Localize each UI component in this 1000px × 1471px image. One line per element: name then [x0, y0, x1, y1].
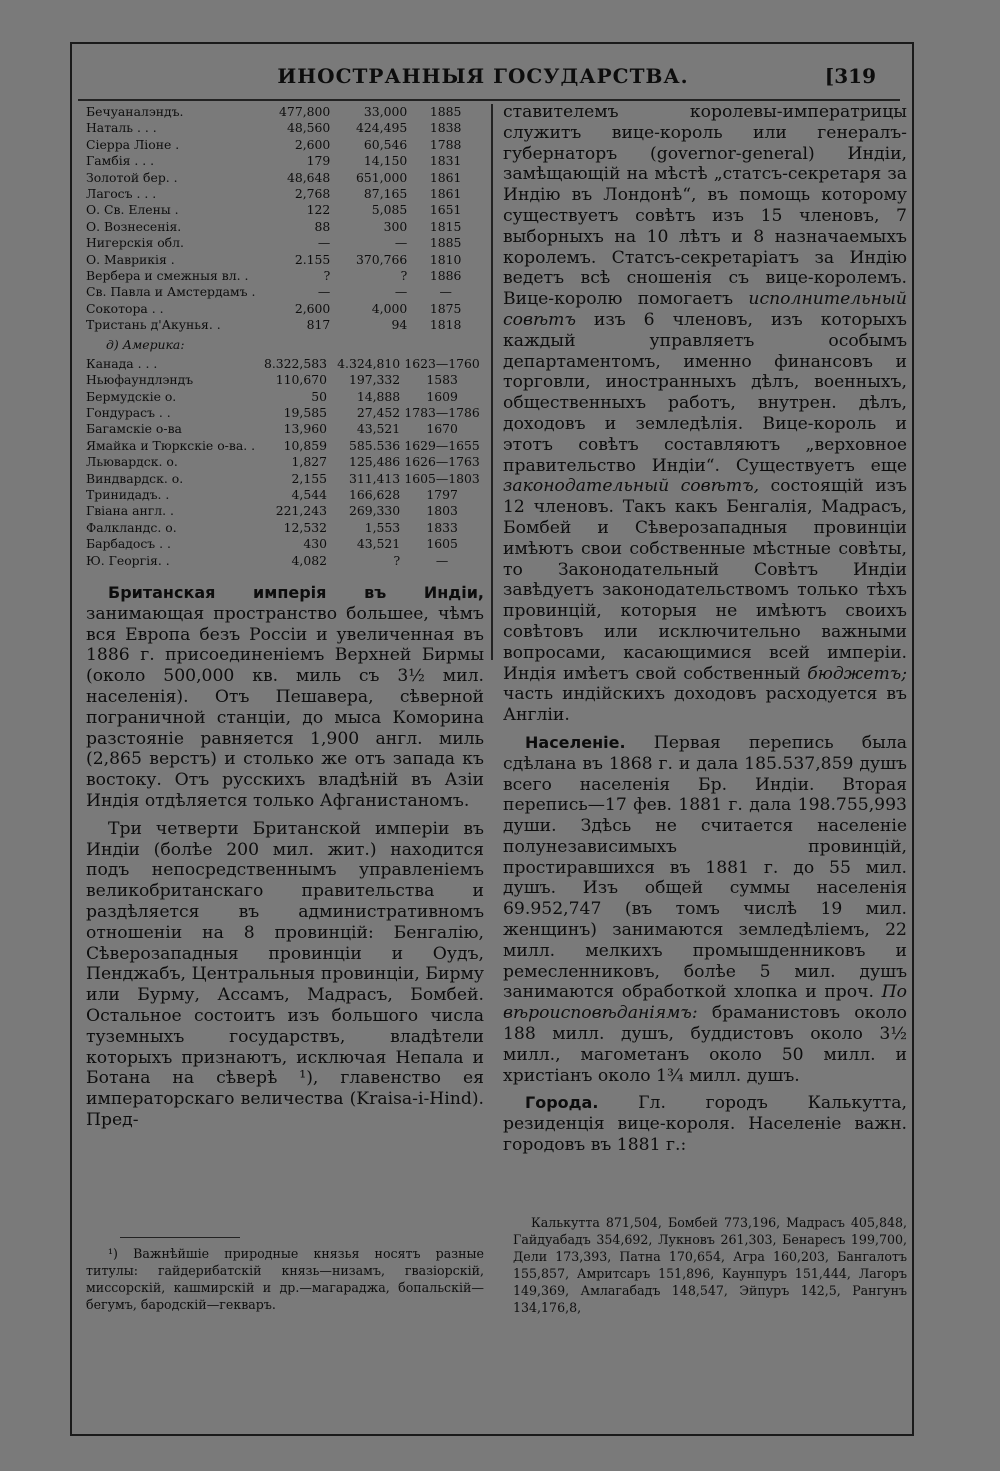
area-value: 2,155 — [291, 470, 327, 486]
table-row — [86, 170, 484, 186]
table-row — [86, 317, 484, 333]
area-value: 221,243 — [275, 503, 327, 519]
area-value: 817 — [306, 317, 331, 333]
area-value: 50 — [311, 388, 327, 404]
running-header — [78, 60, 888, 94]
territory-name: Гондурасъ . . — [86, 404, 171, 420]
population-value: 60,546 — [363, 136, 408, 152]
table-row — [86, 186, 484, 202]
year-value: 1783—1786 — [404, 404, 480, 420]
table-row — [86, 153, 484, 169]
text-population-c: браманистовъ около 188 милл. душъ, буддистовъ около 3½ милл., магометанъ около 50 милл. и христіанъ около 1¾ милл. душъ. — [503, 1003, 907, 1086]
territory-name: Ямайка и Тюркскіе о-ва. . — [86, 437, 256, 453]
year-value: 1861 — [429, 169, 462, 185]
text-government-c: изъ 6 членовъ, изъ которыхъ каждый управляетъ особымъ департаментомъ, именно финансовъ и торговли, иностранныхъ дѣлъ, военныхъ, общественныхъ работъ, внутрен. дѣлъ, доходовъ и земледѣлія. Вице-король и этотъ совѣтъ составляютъ „верховное правительство Индіи“. Существуетъ еще — [503, 309, 907, 476]
area-value: 1,827 — [291, 454, 327, 470]
table-row — [86, 536, 484, 552]
table-row — [86, 301, 484, 317]
right-column — [503, 102, 907, 1156]
population-value: ? — [400, 268, 408, 284]
area-value: 12,532 — [283, 519, 327, 535]
territory-name: Золотой бер. . — [86, 169, 178, 185]
territory-name: Ньюфаундлэндъ — [86, 372, 194, 388]
territory-name: Нигерскія обл. — [86, 235, 184, 251]
territory-name: Барбадосъ . . — [86, 536, 171, 552]
population-value: 27,452 — [356, 404, 401, 420]
area-value: 48,648 — [286, 169, 331, 185]
territory-name: Виндвардск. о. — [86, 470, 184, 486]
year-value: 1815 — [429, 218, 462, 234]
footnote: ¹) Важнѣйшіе природные князья носятъ разные титулы: гайдерибатскій князь—низамъ, гвазіорскій, миссорскій, кашмирскій и др.—магараджа, бопальскій—бегумъ, бародскій—гекваръ. — [86, 1246, 484, 1312]
population-value: 269,330 — [348, 503, 401, 519]
territory-name: Льювардск. о. — [86, 454, 178, 470]
population-value: 94 — [391, 317, 408, 333]
colonies-table-america — [86, 356, 484, 569]
territory-name: Бечуаналэндъ. — [86, 104, 184, 119]
area-value: 110,670 — [275, 372, 327, 388]
text-government-a: ставителемъ королевы-императрицы служитъ вице-король или генералъ-губернаторъ (governor-general) Индіи, замѣщающій на мѣстѣ „статсъ-секретаря за Индію въ Лондонѣ“, въ помощь которому существуетъ совѣтъ изъ 15 членовъ, 7 выборныхъ на 10 лѣтъ и 8 назначаемыхъ королемъ. Статсъ-секретаріатъ за Индію ведетъ всѣ сношенія съ вице-королемъ. Вице-королю помогаетъ — [503, 102, 907, 310]
paragraph-population — [503, 733, 907, 1087]
area-value: 8.322,583 — [263, 355, 327, 371]
territory-name: Канада . . . — [86, 355, 158, 371]
year-value: 1810 — [429, 251, 462, 267]
year-value: 1651 — [429, 202, 462, 218]
population-value: 43,521 — [356, 536, 401, 552]
territory-name: Наталь . . . — [86, 120, 157, 136]
area-value: 2,600 — [294, 136, 331, 152]
table-row — [86, 421, 484, 437]
population-value: 166,628 — [348, 486, 401, 502]
territory-name: О. Маврикія . — [86, 251, 175, 267]
area-value: 2,600 — [294, 300, 331, 316]
column-rule — [491, 104, 493, 660]
population-value: ? — [393, 552, 401, 568]
table-row — [86, 356, 484, 372]
population-value: 33,000 — [363, 104, 408, 119]
area-value: — — [317, 235, 331, 251]
text-government-g: часть индійскихъ доходовъ расходуется въ Англіи. — [503, 684, 907, 726]
area-value: 477,800 — [279, 104, 331, 119]
header-title: ИНОСТРАННЫЯ ГОСУДАРСТВА. — [277, 64, 689, 88]
year-value: 1885 — [429, 235, 462, 251]
table-row — [86, 284, 484, 300]
territory-name: Сіерра Ліоне . — [86, 136, 180, 152]
table-row — [86, 520, 484, 536]
territory-name: Фалкландс. о. — [86, 519, 177, 535]
year-value: 1583 — [426, 372, 458, 388]
year-value: 1861 — [429, 186, 462, 202]
territory-name: Тринидадъ. . — [86, 486, 170, 502]
america-heading: д) Америка: — [106, 336, 185, 352]
footnote-rule — [120, 1237, 240, 1238]
territory-name: Св. Павла и Амстердамъ . — [86, 284, 256, 300]
year-value: 1623—1760 — [404, 355, 480, 371]
territory-name: Тристань д'Акунья. . — [86, 317, 221, 333]
year-value: 1833 — [426, 519, 458, 535]
year-value: 1797 — [426, 486, 458, 502]
year-value: 1670 — [426, 421, 458, 437]
year-value: 1803 — [426, 503, 458, 519]
table-row — [86, 252, 484, 268]
year-value: 1885 — [429, 104, 462, 119]
table-row — [86, 487, 484, 503]
area-value: 122 — [306, 202, 331, 218]
page-number: [319 — [824, 64, 876, 88]
population-value: 424,495 — [356, 120, 408, 136]
table-row — [86, 104, 484, 120]
population-value: 4,000 — [371, 300, 408, 316]
lead-british-india: Британская имперія въ Индіи, — [108, 582, 484, 602]
territory-name: Вербера и смежныя вл. . — [86, 268, 249, 284]
population-value: 197,332 — [348, 372, 401, 388]
table-row — [86, 389, 484, 405]
territory-name: Бермудскіе о. — [86, 388, 177, 404]
term-legislative-council: законодательный совѣтъ, — [503, 476, 760, 497]
territory-name: О. Вознесенія. — [86, 218, 182, 234]
text-government-e: состоящій изъ 12 членовъ. Такъ какъ Бенгалія, Мадрасъ, Бомбей и Сѣверозападныя провинціи имѣютъ свои собственные мѣстные совѣты, то Законодательный Совѣтъ Индіи завѣдуетъ законодательствомъ только тѣхъ провинцій, которыя не имѣютъ своихъ совѣтовъ или исключительно важными вопросами, касающимися всей имперіи. Индія имѣетъ свой собственный — [503, 476, 907, 684]
year-value: 1886 — [429, 268, 462, 284]
lead-cities: Города. — [525, 1093, 599, 1113]
year-value: 1605—1803 — [404, 470, 480, 486]
area-value: 179 — [306, 153, 331, 169]
territory-name: Лагосъ . . . — [86, 186, 157, 202]
area-value: 48,560 — [286, 120, 331, 136]
table-row — [86, 438, 484, 454]
population-value: — — [394, 284, 408, 300]
table-row — [86, 268, 484, 284]
term-religions: По вѣроисповѣданіямъ: — [503, 982, 907, 1024]
table-row — [86, 471, 484, 487]
table-row — [86, 503, 484, 519]
term-budget: бюджетъ; — [807, 663, 907, 684]
year-value: 1609 — [426, 388, 458, 404]
year-value: 1838 — [429, 120, 462, 136]
year-value: 1629—1655 — [404, 437, 480, 453]
area-value: 19,585 — [283, 404, 327, 420]
paragraph-administration — [86, 819, 484, 1131]
paragraph-cities — [503, 1093, 907, 1155]
table-row — [86, 219, 484, 235]
area-value: 10,859 — [283, 437, 327, 453]
area-value: 2,768 — [294, 186, 331, 202]
area-value: 4,544 — [291, 486, 327, 502]
area-value: 13,960 — [283, 421, 327, 437]
territory-name: Багамскіе о-ва — [86, 421, 182, 437]
year-value: — — [435, 552, 449, 568]
year-value: 1831 — [429, 153, 462, 169]
population-value: 300 — [383, 218, 408, 234]
area-value: 4,082 — [291, 552, 327, 568]
area-value: 430 — [303, 536, 327, 552]
year-value: — — [439, 284, 452, 300]
year-value: 1875 — [429, 300, 462, 316]
term-executive-council: исполнительный совѣтъ — [503, 289, 907, 330]
population-value: — — [394, 235, 408, 251]
population-value: 14,150 — [363, 153, 408, 169]
table-row — [86, 235, 484, 251]
year-value: 1788 — [429, 136, 462, 152]
population-value: 14,888 — [356, 388, 401, 404]
population-value: 125,486 — [348, 454, 401, 470]
paragraph-british-india — [86, 583, 484, 812]
area-value: — — [317, 284, 331, 300]
year-value: 1605 — [426, 536, 458, 552]
area-value: 2.155 — [294, 251, 331, 267]
header-rule — [78, 99, 900, 101]
paragraph-government — [503, 102, 907, 726]
left-column — [86, 104, 484, 1131]
territory-name: Гамбія . . . — [86, 153, 155, 169]
table-row — [86, 202, 484, 218]
population-value: 87,165 — [363, 186, 408, 202]
table-row — [86, 553, 484, 569]
year-value: 1626—1763 — [404, 454, 480, 470]
territory-name: Сокотора . . — [86, 300, 164, 316]
colonies-table-africa — [86, 104, 484, 334]
text-british-india: занимающая пространство большее, чѣмъ вся Европа безъ Россіи и увеличенная въ 1886 г. присоединеніемъ Верхней Бирмы (около 500,000 кв. миль съ 3½ мил. населенія). Отъ Пешавера, сѣверной пограничной станціи, до мыса Коморина разстояніе равняется 1,900 англ. миль (2,865 верстъ) и столько же отъ запада къ востоку. Отъ русскихъ владѣній въ Азіи Индія отдѣляется только Афганистаномъ. — [86, 603, 484, 811]
area-value: ? — [323, 268, 331, 284]
territory-name: Гвіана англ. . — [86, 503, 174, 519]
table-row — [86, 454, 484, 470]
population-value: 4.324,810 — [337, 355, 401, 371]
population-value: 311,413 — [348, 470, 401, 486]
text-population-a: Первая перепись была сдѣлана въ 1868 г. и дала 185.537,859 душъ всего населенія Бр. Индіи. Вторая перепись—17 фев. 1881 г. дала 198.755,993 души. Здѣсь не считается населеніе полунезависимыхъ провинцій, простиравшихся въ 1881 г. до 55 мил. душъ. Изъ общей суммы населенія 69.952,747 (въ томъ числѣ 19 мил. женщинъ) занимаются земледѣліемъ, 22 милл. мелкихъ промышденниковъ и ремесленниковъ, болѣе 5 мил. душъ занимаются обработкой хлопка и проч. — [503, 732, 907, 1003]
table-row — [86, 405, 484, 421]
table-row — [86, 137, 484, 153]
city-population-list: Калькутта 871,504, Бомбей 773,196, Мадрасъ 405,848, Гайдуабадъ 354,692, Лукновъ 261,303, Бенаресъ 199,700, Дели 173,393, Патна 170,654, Агра 160,203, Бангалотъ 155,857, Амритсаръ 151,896, Каунпуръ 151,444, Лагоръ 149,369, Амлагабадъ 148,547, Эйпуръ 142,5, Рангунъ 134,176,8, — [513, 1215, 907, 1315]
year-value: 1818 — [429, 317, 462, 333]
population-value: 1,553 — [364, 519, 401, 535]
text-cities: Гл. городъ Калькутта, резиденція вице-короля. Населеніе важн. городовъ въ 1881 г.: — [503, 1093, 907, 1156]
table-row — [86, 120, 484, 136]
text-administration: Три четверти Британской имперіи въ Индіи (болѣе 200 мил. жит.) находится подъ непосредственнымъ управленіемъ великобританскаго правительства и раздѣляется въ административномъ отношеніи на 8 провинцій: Бенгалію, Сѣверозападныя провинціи и Оудъ, Пенджабъ, Центральныя провинціи, Бирму или Бурму, Ассамъ, Мадрасъ, Бомбей. Остальное состоитъ изъ большого числа туземныхъ государствъ, владѣтели которыхъ признаютъ, исключая Непала и Ботана на сѣверѣ ¹), главенство ея императорскаго величества (Kraisa-i-Hind). Пред- — [86, 818, 484, 1130]
population-value: 5,085 — [371, 202, 408, 218]
lead-population: Населеніе. — [525, 732, 626, 752]
population-value: 651,000 — [356, 169, 408, 185]
territory-name: Ю. Георгія. . — [86, 552, 170, 568]
area-value: 88 — [314, 218, 331, 234]
population-value: 370,766 — [356, 251, 408, 267]
territory-name: О. Св. Елены . — [86, 202, 179, 218]
population-value: 43,521 — [356, 421, 401, 437]
population-value: 585.536 — [348, 437, 401, 453]
table-row — [86, 372, 484, 388]
